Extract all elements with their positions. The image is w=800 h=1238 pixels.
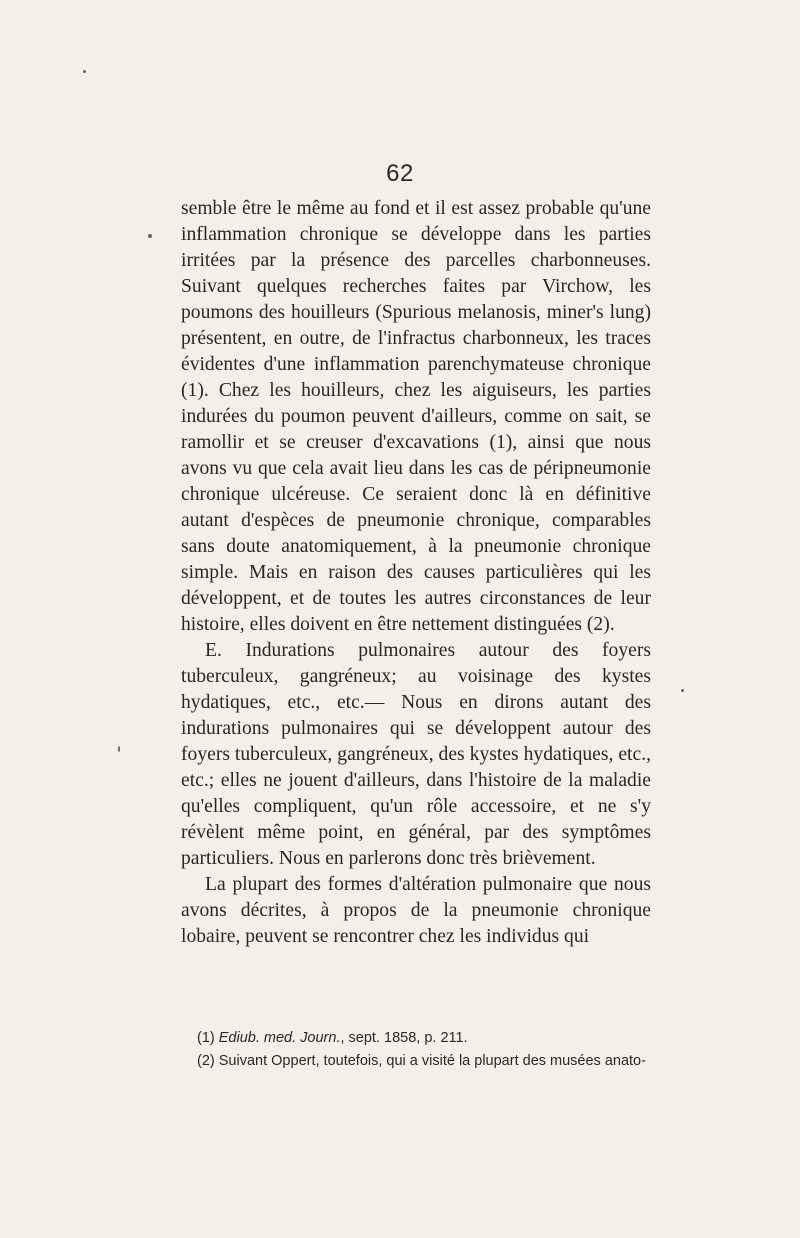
paragraph-3: La plupart des formes d'altération pulmonaire que nous avons décrites, à propos de la pneumonie chronique lobaire, peuvent se rencontrer chez les individus qui xyxy=(181,874,651,947)
footnote-1-mark: (1) xyxy=(197,1030,215,1046)
footnote-2-text: Suivant Oppert, toutefois, qui a visité la plupart des musées anato- xyxy=(218,1053,646,1069)
footnote-2-mark: (2) xyxy=(197,1053,215,1069)
paragraph-1: semble être le même au fond et il est assez probable qu'une inflammation chronique se développe dans les parties irritées par la présence des parcelles charbonneuses. Suivant quelques recherches faites par Virchow, les poumons des houilleurs (Spurious melanosis, miner's lung) présentent, en outre, de l'infractus charbonneux, les traces évidentes d'une inflammation parenchymateuse chronique (1). Chez les houilleurs, chez les aiguiseurs, les parties indurées du poumon peuvent d'ailleurs, comme on sait, se ramollir et se creuser d'excavations (1), ainsi que nous avons vu que cela avait lieu dans les cas de péripneumonie chronique ulcéreuse. Ce seraient donc là en définitive autant d'espèces de pneumonie chronique, comparables sans doute anatomiquement, à la pneumonie chronique simple. Mais en raison des causes particulières qui les développent, et de toutes les autres circonstances de leur histoire, elles doivent en être nettement distinguées (2). xyxy=(181,198,651,635)
footnote-1-text: , sept. 1858, p. 211. xyxy=(340,1030,468,1046)
speck-mark xyxy=(681,689,684,692)
speck-mark xyxy=(83,70,86,73)
paragraph-2: E. Indurations pulmonaires autour des foyers tuberculeux, gangréneux; au voisinage des kystes hydatiques, etc., etc.— Nous en dirons autant des indurations pulmonaires qui se développent autour des foyers tuberculeux, gangréneux, des kystes hydatiques, etc., etc.; elles ne jouent d'ailleurs, dans l'histoire de la maladie qu'elles compliquent, qu'un rôle accessoire, et ne s'y révèlent même point, en général, par des symptômes particuliers. Nous en parlerons donc très brièvement. xyxy=(181,640,651,869)
speck-mark xyxy=(118,746,120,752)
speck-mark xyxy=(148,234,152,238)
footnote-1 xyxy=(181,1027,651,1050)
page-number: 62 xyxy=(386,160,414,187)
footnote-2 xyxy=(181,1050,651,1073)
main-text xyxy=(181,196,651,950)
footnote-1-citation: Ediub. med. Journ. xyxy=(218,1030,341,1046)
footnotes xyxy=(181,1027,651,1073)
